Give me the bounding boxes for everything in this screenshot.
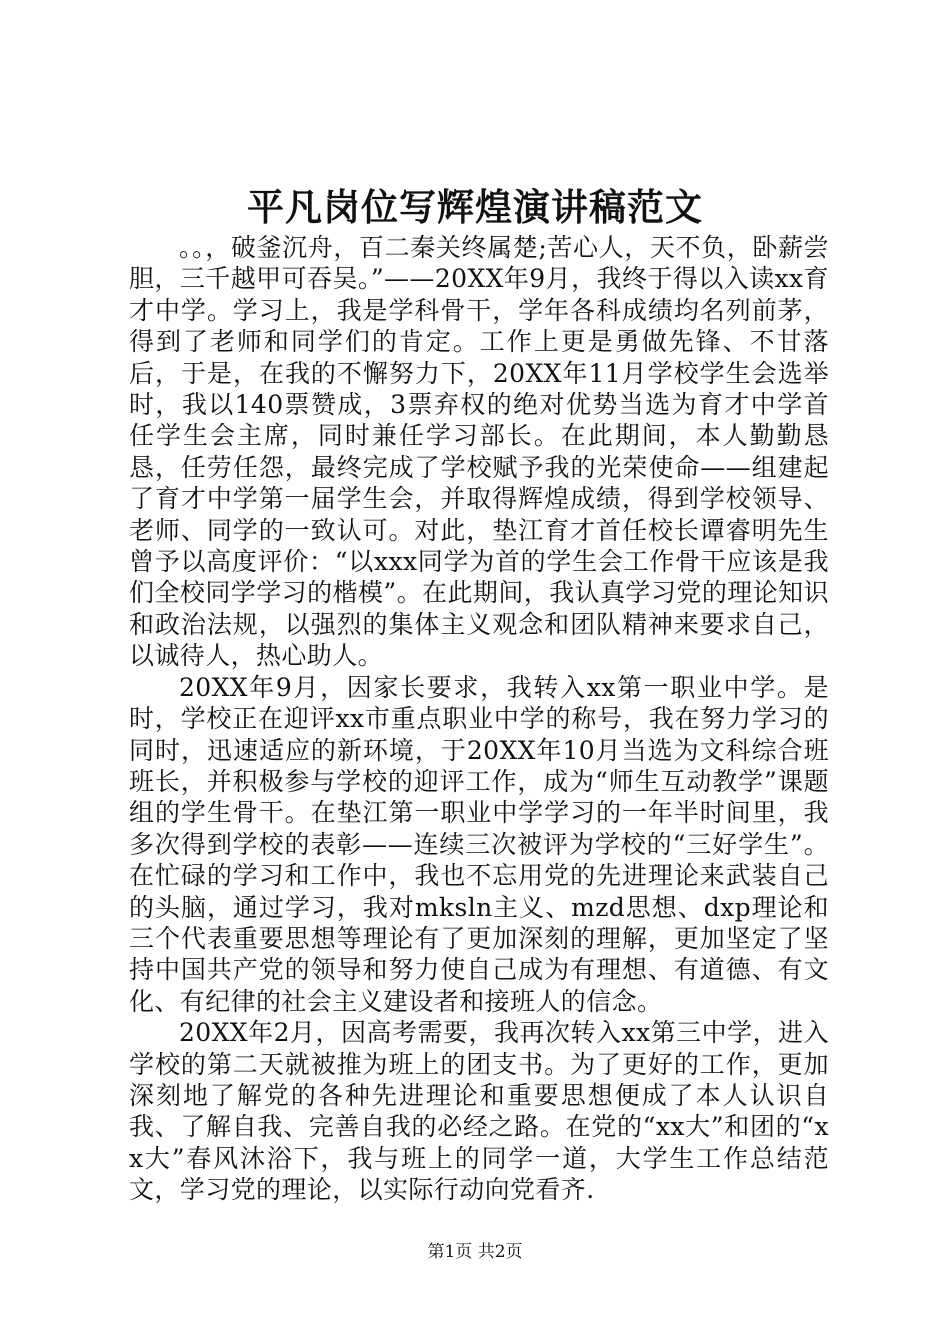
paragraph-3: 20XX年2月，因高考需要，我再次转入xx第三中学，进入学校的第二天就被推为班上的团支书。为了更好的工作，更加深刻地了解党的各种先进理论和重要思想便成了本人认识自我、了解自我、完善自我的必经之路。在党的“xx大”和团的“xx大”春风沐浴下，我与班上的同学一道，大学生工作总结范文，学习党的理论，以实际行动向党看齐. (129, 1018, 829, 1205)
document-body (129, 232, 829, 1206)
paragraph-2: 20XX年9月，因家长要求，我转入xx第一职业中学。是时，学校正在迎评xx市重点职业中学的称号，我在努力学习的同时，迅速适应的新环境，于20XX年10月当选为文科综合班班长，并积极参与学校的迎评工作，成为“师生互动教学”课题组的学生骨干。在垫江第一职业中学学习的一年半时间里，我多次得到学校的表彰——连续三次被评为学校的“三好学生”。在忙碌的学习和工作中，我也不忘用党的先进理论来武装自己的头脑，通过学习，我对mksln主义、mzd思想、dxp理论和三个代表重要思想等理论有了更加深刻的理解，更加坚定了坚持中国共产党的领导和努力使自己成为有理想、有道德、有文化、有纪律的社会主义建设者和接班人的信念。 (129, 672, 829, 1016)
paragraph-1: 。。，破釜沉舟，百二秦关终属楚;苦心人，天不负，卧薪尝胆，三千越甲可吞吴。”——20XX年9月，我终于得以入读xx育才中学。学习上，我是学科骨干，学年各科成绩均名列前茅，得到了老师和同学们的肯定。工作上更是勇做先锋、不甘落后，于是，在我的不懈努力下，20XX年11月学校学生会选举时，我以140票赞成，3票弃权的绝对优势当选为育才中学首任学生会主席，同时兼任学习部长。在此期间，本人勤勤恳恳，任劳任怨，最终完成了学校赋予我的光荣使命——组建起了育才中学第一届学生会，并取得辉煌成绩，得到学校领导、老师、同学的一致认可。对此，垫江育才首任校长谭睿明先生曾予以高度评价：“以xxx同学为首的学生会工作骨干应该是我们全校同学学习的楷模”。在此期间，我认真学习党的理论知识和政治法规，以强烈的集体主义观念和团队精神来要求自己，以诚待人，热心助人。 (129, 233, 829, 671)
document-title: 平凡岗位写辉煌演讲稿范文 (247, 185, 703, 229)
page-number-footer: 第1页 共2页 (427, 1242, 523, 1262)
